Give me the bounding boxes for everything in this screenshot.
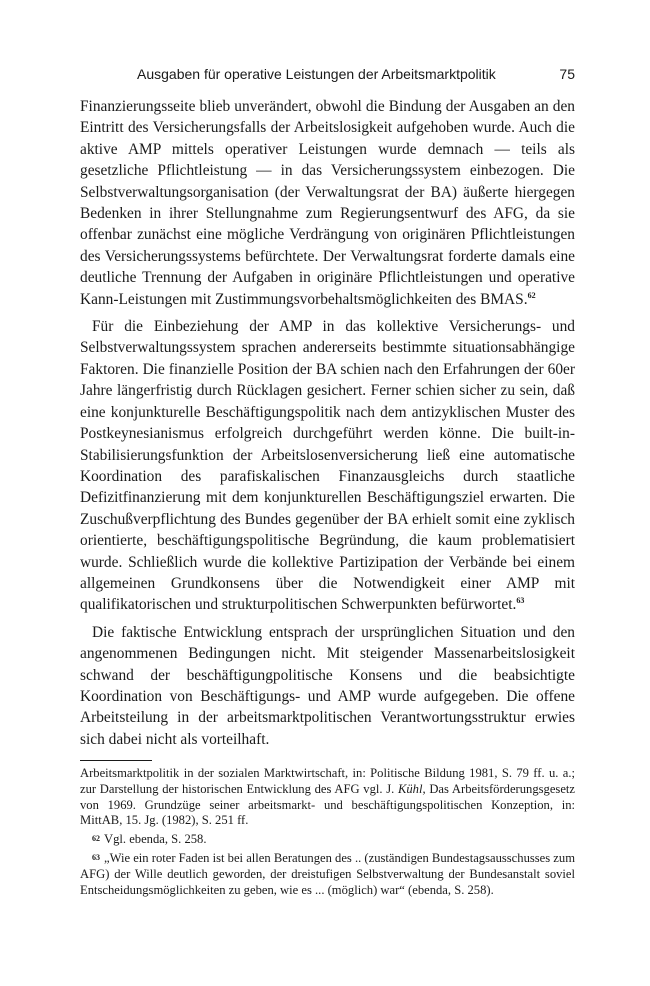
paragraph-2-text: Für die Einbeziehung der AMP in das kollektive Versicherungs- und Selbstverwaltungssystem sprachen andererseits bestimmte situationsabhängige Faktoren. Die finanzielle Position der BA schien nach den Erfahrungen der 60er Jahre längerfristig durch Rücklagen gesichert. Ferner schien sicher zu sein, daß eine konjunkturelle Beschäftigungspolitik nach dem antizyklischen Muster des Postkeynesianismus erfolgreich durchgeführt werden könne. Die built-in-Stabilisierungsfunktion der Arbeitslosenversicherung ließ eine automatische Koordination des parafiskalischen Finanzausgleichs durch staatliche Defizitfinanzierung mit dem konjunkturellen Beschäftigungsziel erwarten. Die Zuschußverpflichtung des Bundes gegenüber der BA erhielt somit eine zyklisch orientierte, beschäftigungspolitische Begründung, die kaum problematisiert wurde. Schließlich wurde die kollektive Partizipation der Verbände bei einem allgemeinen Grundkonsens über die Notwendigkeit einer AMP mit qualifikatorischen und strukturpolitischen Schwerpunkten befürwortet.	[80, 318, 575, 614]
paragraph-1-text: Finanzierungsseite blieb unverändert, obwohl die Bindung der Ausgaben an den Eintritt des Versicherungsfalls der Arbeitslosigkeit aufgehoben wurde. Auch die aktive AMP mittels operativer Leistungen wurde demnach — teils als gesetzliche Pflichtleistung — in das Versicherungssystem einbezogen. Die Selbstverwaltungsorganisation (der Verwaltungsrat der BA) äußerte hiergegen Bedenken in ihrer Stellungnahme zum Regierungsentwurf des AFG, da sie offenbar zunächst eine mögliche Verdrängung von originären Pflichtleistungen des Versicherungssystems befürchtete. Der Verwaltungsrat forderte damals eine deutliche Trennung der Aufgaben in originäre Pflichtleistungen und operative Kann-Leistungen mit Zustimmungsvorbehaltsmöglichkeiten des BMAS.	[80, 98, 575, 308]
footnote-ref-63[interactable]: 63	[516, 596, 525, 606]
footnote-carryover-author: Kühl,	[397, 781, 426, 796]
footnotes	[80, 766, 575, 898]
footnote-63	[80, 850, 575, 898]
footnote-divider	[80, 760, 152, 761]
paragraph-1	[80, 96, 575, 310]
page-header	[80, 66, 575, 84]
footnote-63-mark: 63	[92, 852, 100, 862]
footnote-62	[80, 831, 575, 848]
footnote-carryover	[80, 766, 575, 829]
footnote-63-text: „Wie ein roter Faden ist bei allen Beratungen des .. (zuständigen Bundestagsausschusses zum AFG) der Wille deutlich geworden, der dreistufigen Selbstverwaltung der Bundesanstalt soviel Entscheidungsmöglichkeiten zu geben, wie es ... (möglich) war“ (ebenda, S. 258).	[80, 850, 575, 897]
paragraph-3	[80, 622, 575, 750]
footnote-carryover-part2: Das Arbeitsförderungsgesetz von 1969. Grundzüge seiner arbeitsmarkt- und beschäftigungspolitischen Konzeption, in: MittAB, 15. Jg. (1982), S. 251 ff.	[80, 781, 576, 828]
footnote-62-text: Vgl. ebenda, S. 258.	[104, 832, 207, 847]
paragraph-3-text: Die faktische Entwicklung entsprach der ursprünglichen Situation und den angenommenen Bedingungen nicht. Mit steigender Massenarbeitslosigkeit schwand der beschäftigungpolitische Konsens und die beabsichtigte Koordination von Beschäftigungs- und AMP wurde aufgegeben. Die offene Arbeitsteilung in der arbeitsmarktpolitischen Verantwortungsstruktur erwies sich dabei nicht als vorteilhaft.	[80, 623, 575, 748]
footnote-62-mark: 62	[92, 834, 100, 844]
running-title: Ausgaben für operative Leistungen der Arbeitsmarktpolitik	[137, 66, 496, 82]
footnote-carryover-part1: Arbeitsmarktpolitik in der sozialen Marktwirtschaft, in: Politische Bildung 1981, S. 79 ff. u. a.; zur Darstellung der historischen Entwicklung des AFG vgl. J.	[80, 766, 575, 796]
paragraph-2	[80, 316, 575, 616]
page-number: 75	[559, 66, 575, 82]
body-text	[80, 96, 575, 750]
footnote-ref-62[interactable]: 62	[527, 290, 536, 300]
